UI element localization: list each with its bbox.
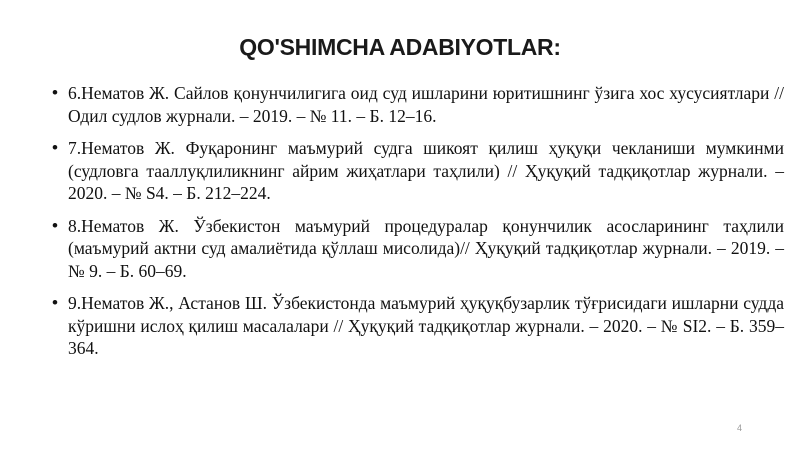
- reference-text: 8.Нематов Ж. Ўзбекистон маъмурий процедуралар қонунчилик асосларининг таҳлили (маъмурий актни суд амалиётида қўллаш мисолида)// Ҳуқуқий тадқиқотлар журнали. – 2019. – № 9. – Б. 60–69.: [68, 215, 784, 281]
- reference-item: [52, 137, 784, 205]
- bullet-icon: •: [52, 215, 58, 235]
- bullet-icon: •: [52, 293, 58, 312]
- page-number: 4: [736, 423, 742, 433]
- reference-text: 9.Нематов Ж., Астанов Ш. Ўзбекистонда маъмурий ҳуқуқбузарлик тўғрисидаги ишларни судда кўришни ислоҳ қилиш масалалари // Ҳуқуқий тадқиқотлар журнали. – 2020. – № SI2. – Б. 359–364.: [68, 293, 784, 358]
- bullet-icon: •: [52, 83, 58, 102]
- bullet-icon: •: [52, 138, 58, 157]
- slide-title: QO'SHIMCHA ADABIYOTLAR:: [239, 34, 561, 60]
- reference-item: [52, 82, 784, 127]
- reference-item: [52, 215, 784, 283]
- reference-text: 6.Нематов Ж. Сайлов қонунчилигига оид суд ишларини юритишнинг ўзига хос хусусиятлари // Одил судлов журнали. – 2019. – № 11. – Б. 12–16.: [68, 83, 784, 126]
- reference-item: [52, 292, 784, 360]
- reference-text: 7.Нематов Ж. Фуқаронинг маъмурий судга шикоят қилиш ҳуқуқи чекланиши мумкинми (судловга тааллуқлиликнинг айрим жиҳатлари таҳлили) // Ҳуқуқий тадқиқотлар журнали. – 2020. – № S4. – Б. 212–224.: [68, 138, 784, 203]
- reference-list: [52, 82, 784, 370]
